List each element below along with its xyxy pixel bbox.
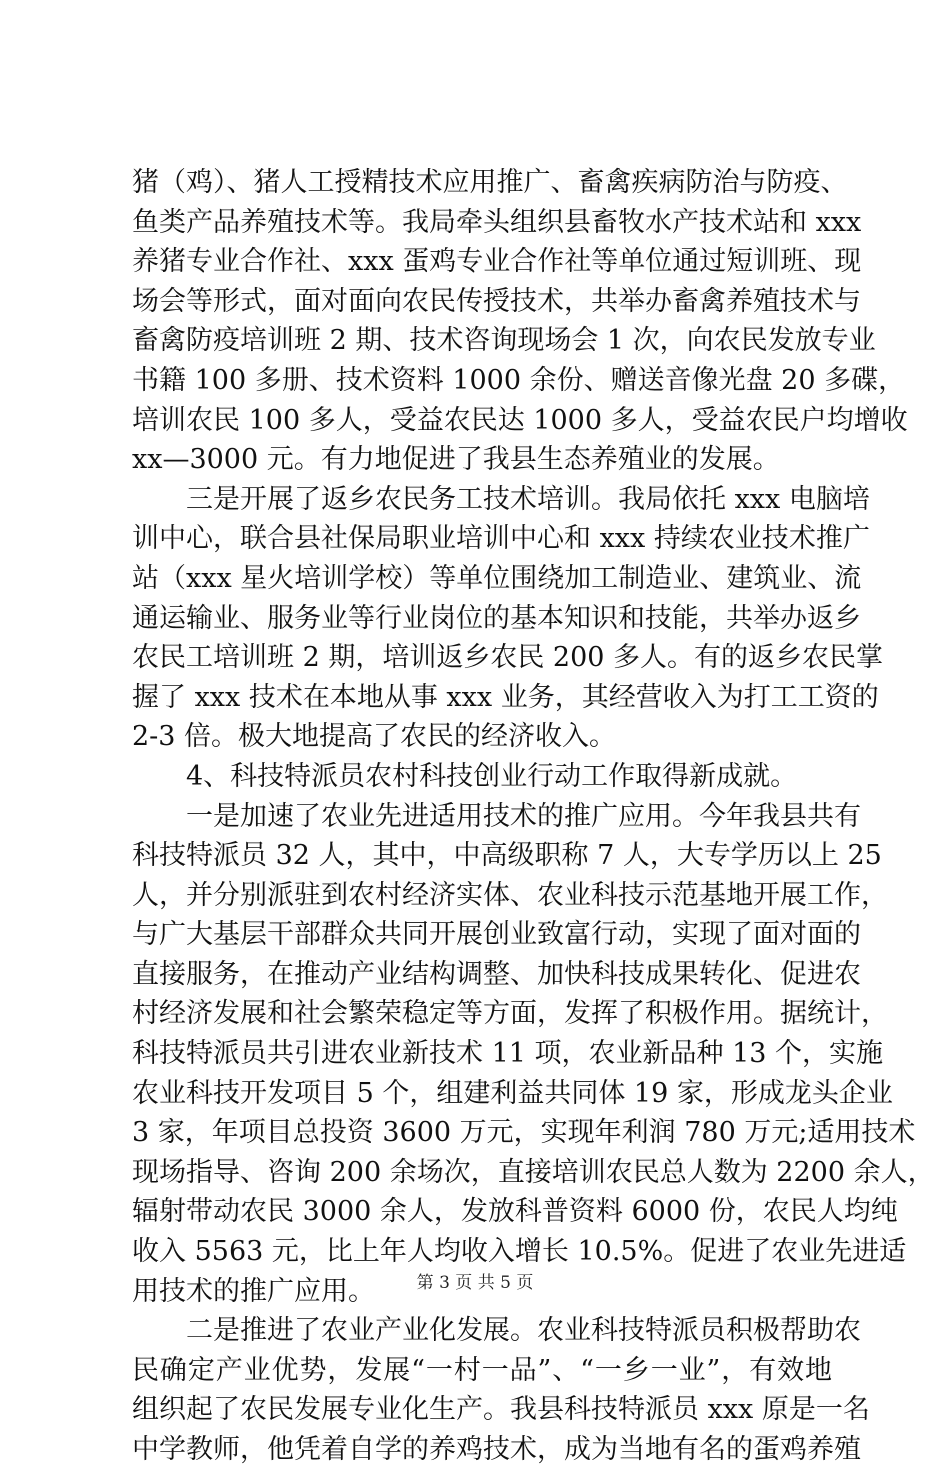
text-line: 科技特派员 32 人，其中，中高级职称 7 人，大专学历以上 25: [132, 840, 882, 872]
text-line: 畜禽防疫培训班 2 期、技术咨询现场会 1 次，向农民发放专业: [132, 325, 876, 357]
text-line: 直接服务，在推动产业结构调整、加快科技成果转化、促进农: [132, 958, 861, 990]
text-line: 收入 5563 元，比上年人均收入增长 10.5%。促进了农业先进适: [132, 1236, 907, 1268]
text-line: 通运输业、服务业等行业岗位的基本知识和技能，共举办返乡: [132, 602, 861, 634]
text-line: 辐射带动农民 3000 余人，发放科普资料 6000 份，农民人均纯: [132, 1196, 898, 1228]
text-line: 农业科技开发项目 5 个，组建利益共同体 19 家，形成龙头企业: [132, 1077, 893, 1109]
text-line: 站（xxx 星火培训学校）等单位围绕加工制造业、建筑业、流: [132, 562, 862, 594]
text-line: 民确定产业优势，发展“一村一品”、“一乡一业”，有效地: [132, 1354, 832, 1386]
text-line: 4、科技特派员农村科技创业行动工作取得新成就。: [132, 760, 798, 792]
text-line: 鱼类产品养殖技术等。我局牵头组织县畜牧水产技术站和 xxx: [132, 206, 862, 238]
text-line: 用技术的推广应用。: [132, 1275, 375, 1307]
text-line: 培训农民 100 多人，受益农民达 1000 多人，受益农民户均增收: [132, 404, 908, 436]
text-line: 现场指导、咨询 200 余场次，直接培训农民总人数为 2200 余人，: [132, 1156, 935, 1188]
text-line: 养猪专业合作社、xxx 蛋鸡专业合作社等单位通过短训班、现: [132, 246, 862, 278]
page-number-footer: 第 3 页 共 5 页: [416, 1273, 534, 1293]
text-line: 握了 xxx 技术在本地从事 xxx 业务，其经营收入为打工工资的: [132, 681, 879, 713]
text-line: 农民工培训班 2 期，培训返乡农民 200 多人。有的返乡农民掌: [132, 642, 884, 674]
text-line: 组织起了农民发展专业化生产。我县科技特派员 xxx 原是一名: [132, 1394, 870, 1426]
text-line: xx—3000 元。有力地促进了我县生态养殖业的发展。: [132, 444, 780, 476]
text-line: 与广大基层干部群众共同开展创业致富行动，实现了面对面的: [132, 919, 861, 951]
text-line: 场会等形式，面对面向农民传授技术，共举办畜禽养殖技术与: [132, 285, 861, 317]
text-line: 科技特派员共引进农业新技术 11 项，农业新品种 13 个，实施: [132, 1038, 884, 1070]
text-line: 一是加速了农业先进适用技术的推广应用。今年我县共有: [132, 800, 861, 832]
text-line: 村经济发展和社会繁荣稳定等方面，发挥了积极作用。据统计，: [132, 998, 888, 1030]
text-line: 猪（鸡）、猪人工授精技术应用推广、畜禽疾病防治与防疫、: [132, 167, 848, 198]
text-line: 二是推进了农业产业化发展。农业科技特派员积极帮助农: [132, 1315, 861, 1347]
text-line: 书籍 100 多册、技术资料 1000 余份、赠送音像光盘 20 多碟，: [132, 364, 906, 396]
text-line: 中学教师，他凭着自学的养鸡技术，成为当地有名的蛋鸡养殖: [132, 1434, 861, 1465]
text-line: 人，并分别派驻到农村经济实体、农业科技示范基地开展工作，: [132, 879, 888, 911]
text-line: 3 家，年项目总投资 3600 万元，实现年利润 780 万元;适用技术: [132, 1117, 916, 1149]
text-line: 三是开展了返乡农民务工技术培训。我局依托 xxx 电脑培: [132, 483, 870, 515]
text-line: 2-3 倍。极大地提高了农民的经济收入。: [132, 721, 617, 753]
text-line: 训中心，联合县社保局职业培训中心和 xxx 持续农业技术推广: [132, 523, 870, 555]
